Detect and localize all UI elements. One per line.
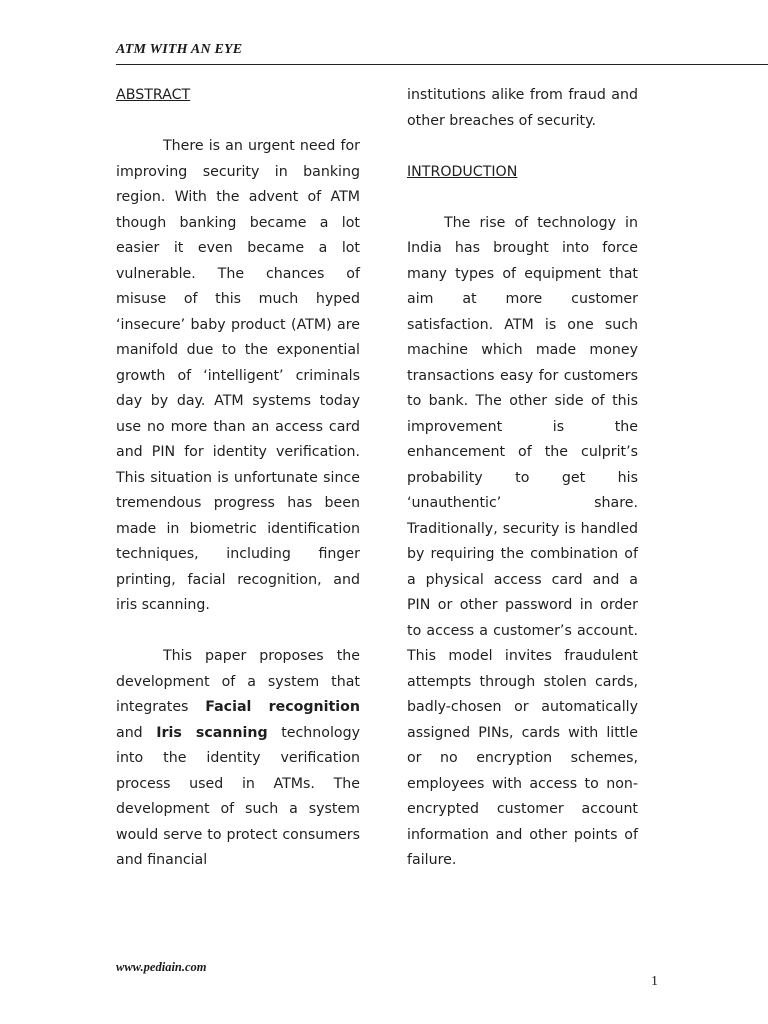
spacer: [407, 185, 638, 211]
para2-text-c: technology into the identity verification process used in ATMs. The development of such a system would serve to protect consumers and financial: [116, 724, 360, 868]
page-number: 1: [651, 974, 658, 989]
spacer: [116, 109, 360, 135]
para2-text-a: This paper proposes the development of a system that integrates: [116, 648, 360, 715]
introduction-paragraph: The rise of technology in India has brought into force many types of equipment that aim at more customer satisfaction. ATM is one such machine which made money transactions easy for customers to bank. The other side of this improvement is the enhancement of the culprit’s probability to get his ‘unauthentic’ share. Traditionally, security is handled by requiring the combination of a physical access card and a PIN or other password in order to access a customer’s account. This model invites fraudulent attempts through stolen cards, badly-chosen or automatically assigned PINs, cards with little or no encryption schemes, employees with access to non-encrypted customer account information and other points of failure.: [407, 214, 638, 868]
abstract-paragraph-2: [116, 644, 360, 874]
abstract-continuation: institutions alike from fraud and other breaches of security.: [407, 87, 638, 129]
iris-scanning-term: Iris scanning: [156, 724, 268, 741]
para2-text-b: and: [116, 724, 157, 741]
facial-recognition-term: Facial recognition: [205, 699, 360, 715]
right-column: [407, 83, 638, 874]
spacer: [407, 134, 638, 160]
introduction-heading: INTRODUCTION: [407, 163, 518, 180]
spacer: [116, 619, 360, 645]
header-rule: [116, 64, 768, 65]
abstract-paragraph-1: There is an urgent need for improving security in banking region. With the advent of ATM though banking became a lot easier it even became a lot vulnerable. The chances of misuse of this much hyped ‘insecure’ baby product (ATM) are manifold due to the exponential growth of ‘intelligent’ criminals day by day. ATM systems today use no more than an access card and PIN for identity verification. This situation is unfortunate since tremendous progress has been made in biometric identification techniques, including finger printing, facial recognition, and iris scanning.: [116, 138, 360, 613]
footer-url: www.pediain.com: [116, 960, 207, 974]
left-column: [116, 83, 360, 874]
running-header-title: ATM WITH AN EYE: [116, 42, 243, 57]
abstract-heading: ABSTRACT: [116, 87, 191, 103]
